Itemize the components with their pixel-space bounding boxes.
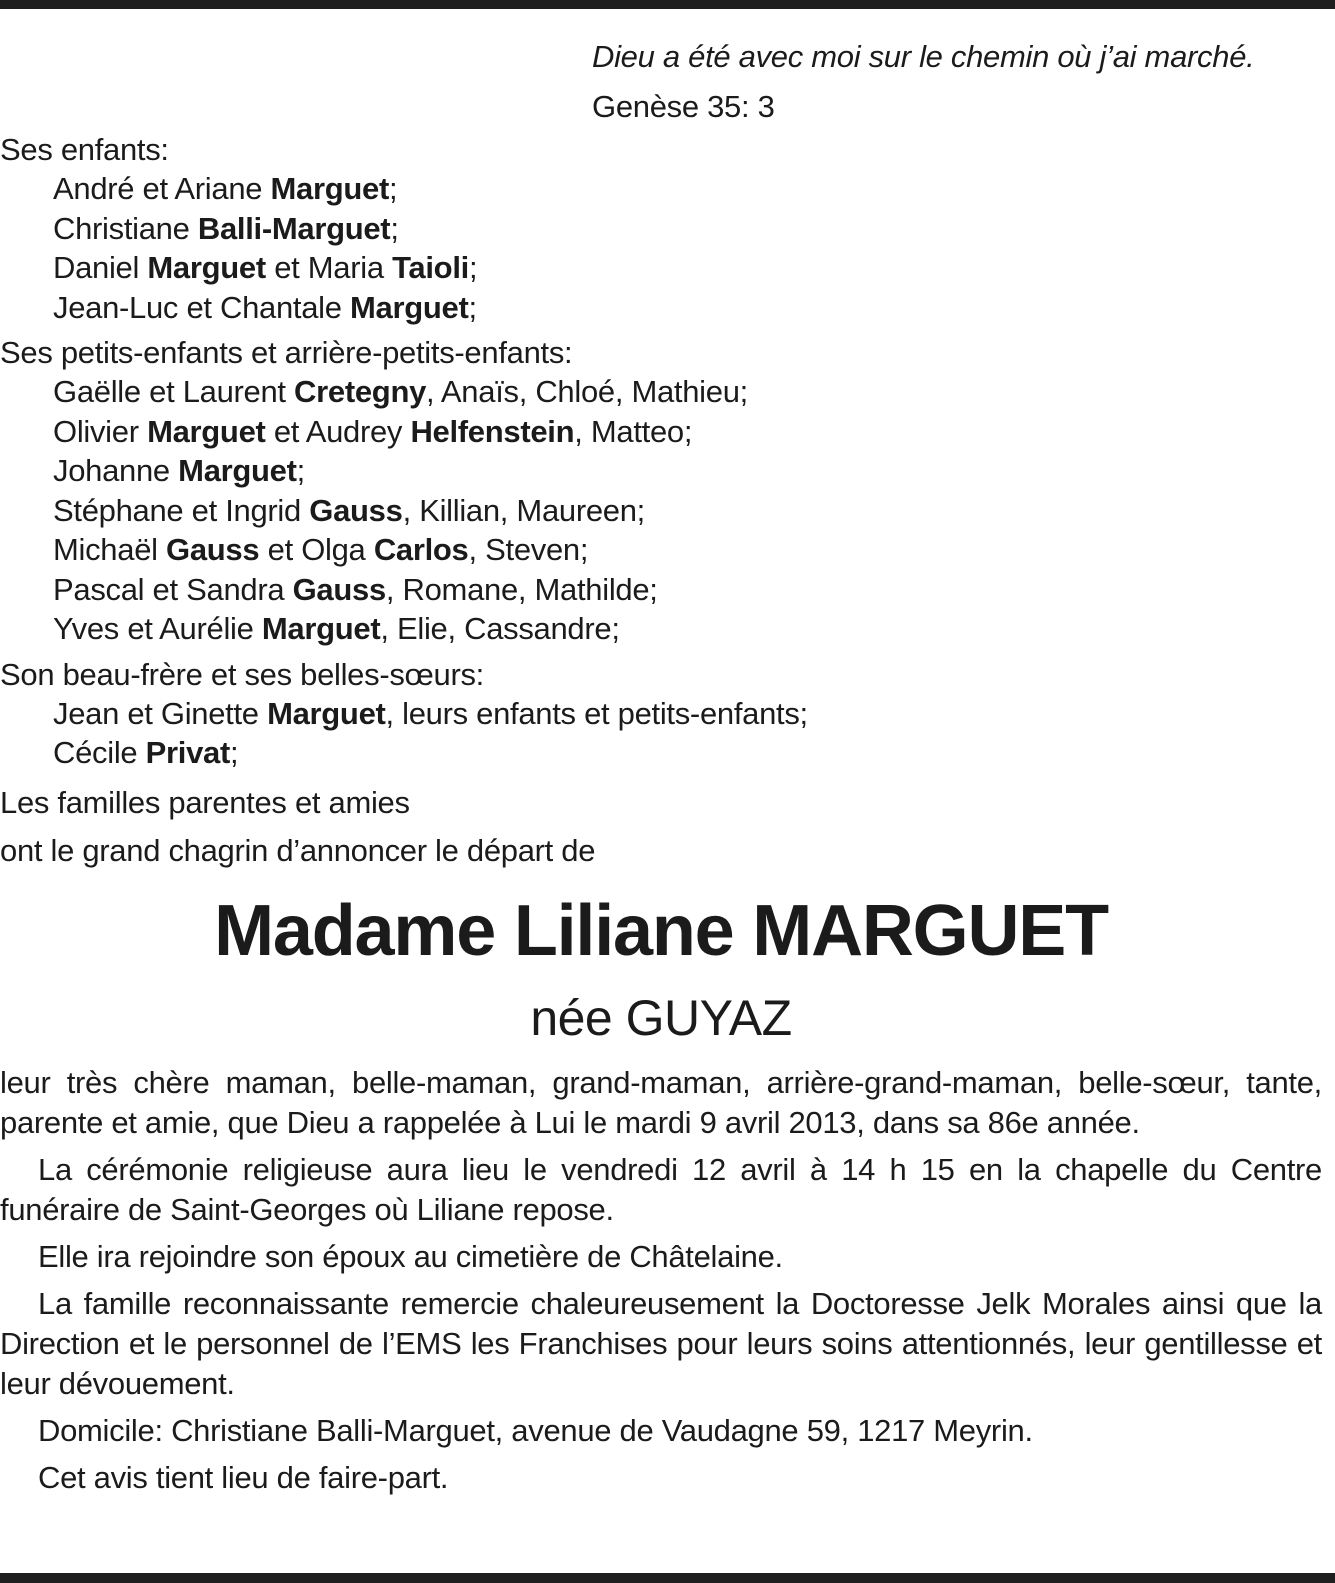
maiden-name: née GUYAZ [530, 990, 792, 1046]
family-member-line [0, 491, 1322, 531]
family-name: Marguet [147, 250, 266, 285]
family-name: Carlos [373, 532, 469, 567]
group-lines [0, 694, 1322, 773]
family-text: et Audrey [265, 413, 411, 449]
family-member-line [0, 570, 1322, 610]
family-text: Johanne [53, 453, 179, 488]
family-name: Gauss [292, 571, 386, 607]
family-name: Marguet [178, 453, 297, 488]
paragraph-notice: Cet avis tient lieu de faire-part. [38, 1460, 449, 1495]
group-lines [0, 169, 1322, 327]
group-heading: Son beau-frère et ses belles-sœurs: [0, 656, 484, 692]
paragraph-relationship: leur très chère maman, belle-maman, grand-maman, arrière-grand-maman, belle-sœur, tante, parente et amie, que Dieu a rappelée à Lui le mardi 9 avril 2013, dans sa 86e année. [0, 1065, 1322, 1140]
family-member-line [0, 530, 1322, 570]
group-in-laws [0, 655, 1322, 773]
family-member-line [0, 372, 1322, 412]
family-text: ; [296, 453, 305, 488]
family-name: Marguet [261, 611, 381, 646]
family-text: Michaël [53, 532, 167, 567]
family-text: ; [230, 735, 239, 770]
family-text: Pascal et Sandra [53, 571, 293, 607]
family-text: , Killian, Maureen; [402, 492, 645, 528]
family-text: ; [390, 210, 399, 246]
family-text: ; [468, 250, 478, 285]
family-member-line [0, 248, 1322, 288]
family-text: , Elie, Cassandre; [380, 611, 620, 646]
family-text: , Matteo; [574, 413, 693, 449]
epigraph-reference: Genèse 35: 3 [592, 89, 775, 124]
family-name: Helfenstein [410, 413, 575, 449]
announcement-body [0, 1063, 1322, 1505]
family-text: , Romane, Mathilde; [385, 571, 658, 607]
epigraph [592, 33, 1322, 131]
family-member-line [0, 451, 1322, 491]
family-text: Gaëlle et Laurent [53, 374, 295, 409]
family-text: Stéphane et Ingrid [53, 492, 310, 528]
family-member-line [0, 733, 1322, 773]
family-text: , Steven; [468, 532, 589, 567]
paragraph-burial: Elle ira rejoindre son époux au cimetière de Châtelaine. [38, 1239, 783, 1274]
family-member-line [0, 288, 1322, 328]
family-name: Taioli [392, 250, 469, 285]
family-text: Christiane [53, 210, 198, 246]
family-name: Marguet [270, 171, 389, 206]
family-text: Jean-Luc et Chantale [53, 289, 351, 325]
family-text: Yves et Aurélie [53, 611, 262, 646]
family-text: Jean et Ginette [53, 695, 268, 731]
family-member-line [0, 209, 1322, 249]
group-lines [0, 372, 1322, 649]
closing-line-2: ont le grand chagrin d’annoncer le départ de [0, 832, 596, 868]
paragraph-thanks: La famille reconnaissante remercie chaleureusement la Doctoresse Jelk Morales ainsi que la Direction et le personnel de l’EMS les Franchises pour leurs soins attentionnés, leur gentillesse et leur dévouement. [0, 1286, 1322, 1401]
family-text: André et Ariane [53, 171, 271, 206]
family-name: Marguet [350, 289, 469, 325]
family-name: Privat [145, 735, 231, 770]
family-text: Daniel [53, 250, 148, 285]
family-text: Olivier [53, 413, 148, 449]
family-member-line [0, 169, 1322, 209]
group-heading: Ses enfants: [0, 132, 169, 167]
family-name: Marguet [147, 413, 266, 449]
closing-line-1: Les familles parentes et amies [0, 784, 410, 820]
family-name: Balli-Marguet [197, 210, 391, 246]
paragraph-domicile: Domicile: Christiane Balli-Marguet, avenue de Vaudagne 59, 1217 Meyrin. [38, 1413, 1033, 1448]
family-text: et Olga [259, 532, 374, 567]
family-text: et Maria [265, 250, 393, 285]
family-text: Cécile [53, 735, 146, 770]
family-name: Cretegny [294, 374, 427, 409]
paragraph-ceremony: La cérémonie religieuse aura lieu le vendredi 12 avril à 14 h 15 en la chapelle du Centre funéraire de Saint-Georges où Liliane repose. [0, 1152, 1322, 1227]
family-name: Gauss [309, 492, 403, 528]
family-text: , Anaïs, Chloé, Mathieu; [426, 374, 748, 409]
family-name: Marguet [267, 695, 386, 731]
group-children [0, 130, 1322, 327]
family-text: ; [388, 171, 398, 206]
family-member-line [0, 412, 1322, 452]
epigraph-quote: Dieu a été avec moi sur le chemin où j’ai marché. [592, 39, 1255, 74]
family-member-line [0, 694, 1322, 734]
group-grandchildren [0, 333, 1322, 649]
group-heading: Ses petits-enfants et arrière-petits-enfants: [0, 335, 573, 370]
bottom-rule [0, 1573, 1335, 1583]
top-rule [0, 0, 1335, 9]
deceased-name: Madame Liliane MARGUET [214, 891, 1108, 971]
family-name: Gauss [166, 532, 260, 567]
family-text: ; [468, 289, 477, 325]
family-member-line [0, 609, 1322, 649]
family-list [0, 130, 1322, 875]
family-text: , leurs enfants et petits-enfants; [385, 695, 808, 731]
